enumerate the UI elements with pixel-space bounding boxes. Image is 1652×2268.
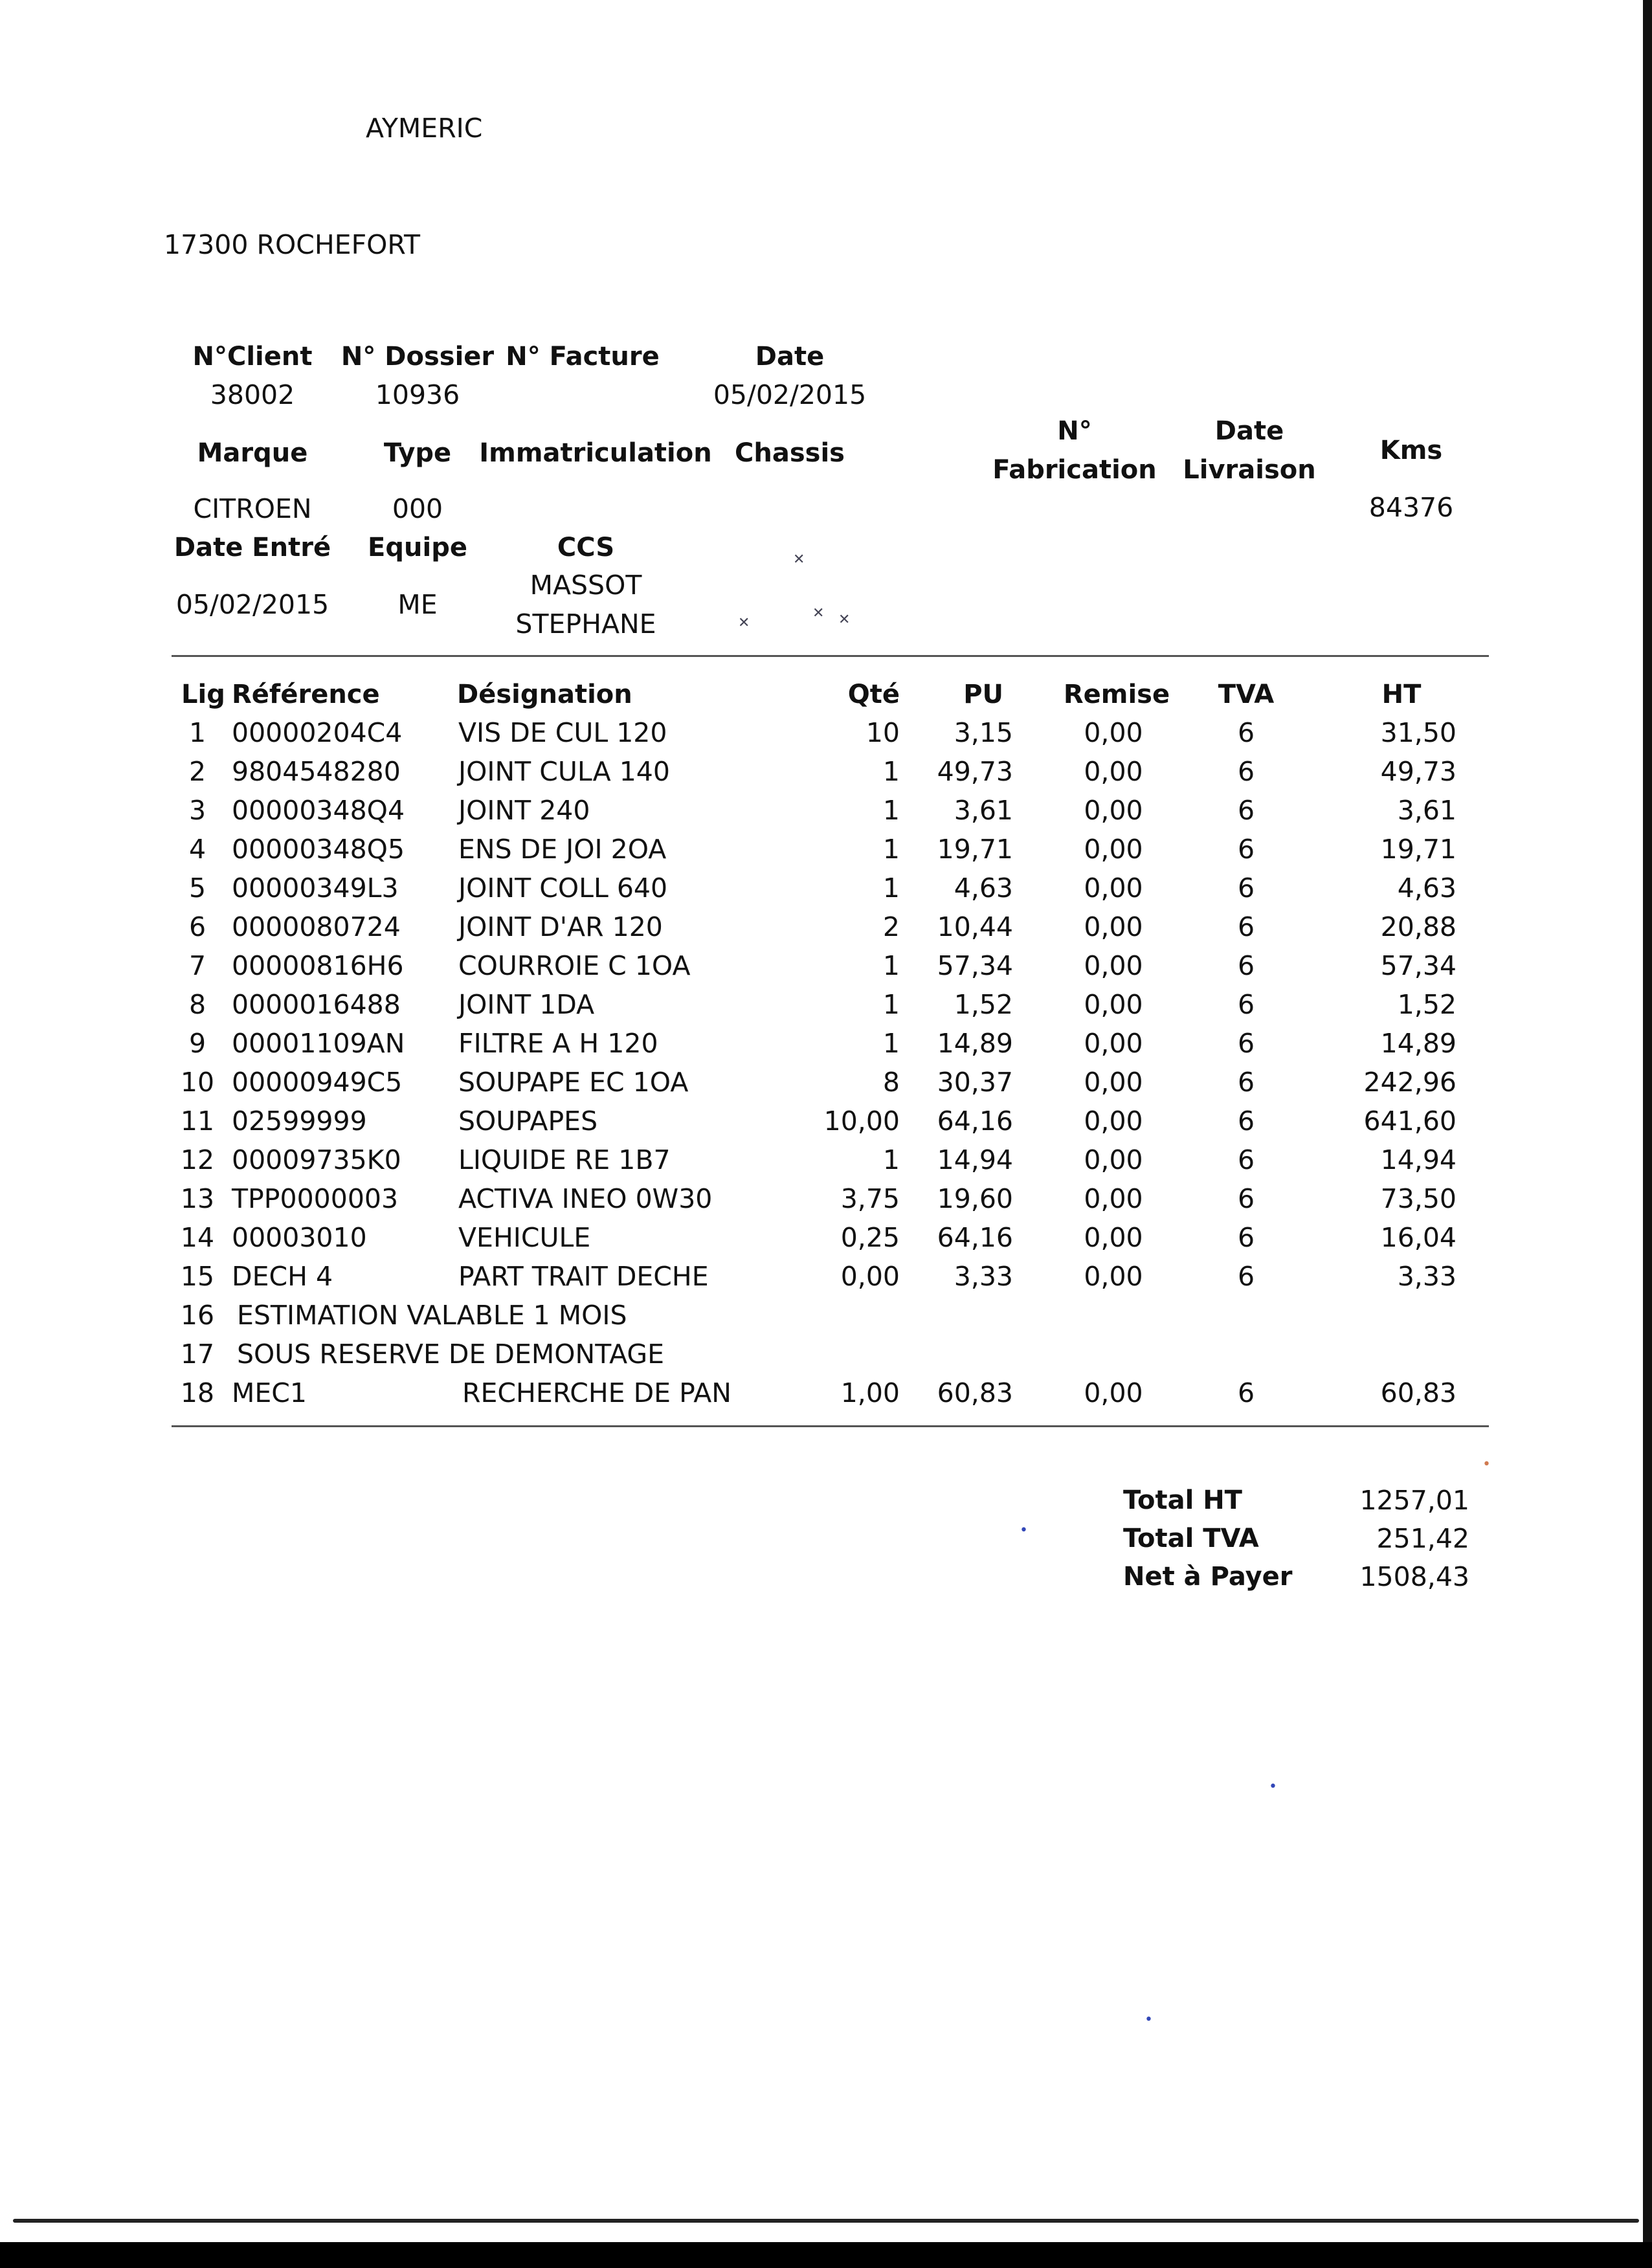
- scan-speck: ✕: [738, 615, 750, 631]
- col-header-vat: TVA: [1218, 680, 1275, 709]
- scan-speck: •: [1269, 1779, 1277, 1795]
- unit-price: 30,37: [937, 1067, 1013, 1098]
- amount-ht: 3,61: [1397, 795, 1457, 826]
- discount: 0,00: [1084, 834, 1143, 865]
- dossier-number-label: N° Dossier: [340, 342, 495, 372]
- reference: 00000949C5: [232, 1067, 403, 1098]
- team-value: ME: [397, 589, 438, 620]
- quantity: 1: [882, 1144, 900, 1175]
- discount: 0,00: [1084, 1222, 1143, 1253]
- amount-ht: 73,50: [1380, 1183, 1457, 1214]
- vat-rate: 6: [1237, 1222, 1255, 1253]
- line-number: 3: [188, 795, 206, 826]
- ccs-label: CCS: [557, 533, 615, 562]
- page-edge-right: [1643, 0, 1652, 2268]
- amount-ht: 49,73: [1380, 756, 1457, 787]
- discount: 0,00: [1084, 950, 1143, 981]
- amount-ht: 57,34: [1380, 950, 1457, 981]
- scan-speck: ✕: [812, 605, 825, 621]
- vat-rate: 6: [1237, 717, 1255, 748]
- quantity: 1: [882, 834, 900, 865]
- ccs-value-line2: STEPHANE: [515, 608, 656, 639]
- discount: 0,00: [1084, 1377, 1143, 1408]
- line-number: 7: [188, 950, 206, 981]
- reference: 9804548280: [232, 756, 401, 787]
- designation: JOINT 240: [458, 795, 590, 826]
- unit-price: 3,15: [954, 717, 1013, 748]
- line-number: 8: [188, 989, 206, 1020]
- line-number: 10: [180, 1067, 215, 1098]
- reference: 00000204C4: [232, 717, 403, 748]
- col-header-reference: Référence: [232, 680, 380, 709]
- unit-price: 4,63: [954, 873, 1013, 904]
- vat-rate: 6: [1237, 1067, 1255, 1098]
- line-number: 11: [180, 1106, 215, 1137]
- unit-price: 19,71: [937, 834, 1013, 865]
- amount-ht: 3,33: [1397, 1261, 1457, 1292]
- entry-date-value: 05/02/2015: [175, 589, 329, 620]
- line-number: 17: [180, 1339, 215, 1370]
- discount: 0,00: [1084, 1028, 1143, 1059]
- discount: 0,00: [1084, 873, 1143, 904]
- quantity: 1: [882, 756, 900, 787]
- line-number: 12: [180, 1144, 215, 1175]
- reference: MEC1: [232, 1377, 307, 1408]
- unit-price: 14,89: [937, 1028, 1013, 1059]
- quantity: 1: [882, 873, 900, 904]
- quantity: 1: [882, 989, 900, 1020]
- kms-value: 84376: [1368, 492, 1454, 523]
- line-number: 4: [188, 834, 206, 865]
- col-header-amount: HT: [1381, 680, 1422, 709]
- quantity: 1: [882, 950, 900, 981]
- ccs-value-line1: MASSOT: [530, 570, 642, 601]
- total-tva-label: Total TVA: [1123, 1524, 1259, 1553]
- delivery-date-label-line1: Date: [1214, 416, 1284, 446]
- vat-rate: 6: [1237, 1144, 1255, 1175]
- amount-ht: 14,89: [1380, 1028, 1457, 1059]
- designation: FILTRE A H 120: [458, 1028, 658, 1059]
- vat-rate: 6: [1237, 1377, 1255, 1408]
- date-value: 05/02/2015: [713, 379, 867, 410]
- vat-rate: 6: [1237, 756, 1255, 787]
- unit-price: 3,61: [954, 795, 1013, 826]
- vat-rate: 6: [1237, 1028, 1255, 1059]
- total-tva-value: 251,42: [1376, 1523, 1469, 1554]
- delivery-date-label-line2: Livraison: [1183, 455, 1316, 485]
- net-to-pay-value: 1508,43: [1359, 1561, 1469, 1592]
- discount: 0,00: [1084, 989, 1143, 1020]
- designation: ENS DE JOI 2OA: [458, 834, 667, 865]
- discount: 0,00: [1084, 1067, 1143, 1098]
- fabrication-label-line1: N°: [1057, 416, 1092, 446]
- designation: VEHICULE: [458, 1222, 591, 1253]
- scan-speck: ✕: [838, 612, 851, 628]
- total-ht-value: 1257,01: [1359, 1485, 1469, 1516]
- discount: 0,00: [1084, 911, 1143, 942]
- invoice-number-label: N° Facture: [506, 342, 660, 372]
- unit-price: 1,52: [954, 989, 1013, 1020]
- designation: JOINT D'AR 120: [458, 911, 663, 942]
- type-label: Type: [383, 438, 452, 468]
- vat-rate: 6: [1237, 1261, 1255, 1292]
- unit-price: 64,16: [937, 1222, 1013, 1253]
- reference: 02599999: [232, 1106, 367, 1137]
- designation: JOINT 1DA: [458, 989, 595, 1020]
- line-number: 15: [180, 1261, 215, 1292]
- amount-ht: 16,04: [1380, 1222, 1457, 1253]
- amount-ht: 641,60: [1363, 1106, 1457, 1137]
- quantity: 10,00: [823, 1106, 900, 1137]
- dossier-number-value: 10936: [375, 379, 460, 410]
- quantity: 8: [882, 1067, 900, 1098]
- line-number: 16: [180, 1300, 215, 1331]
- reference: 00003010: [232, 1222, 367, 1253]
- quantity: 0,00: [840, 1261, 900, 1292]
- quantity: 3,75: [840, 1183, 900, 1214]
- discount: 0,00: [1084, 1261, 1143, 1292]
- unit-price: 14,94: [937, 1144, 1013, 1175]
- page-edge-bottom: [0, 2242, 1652, 2268]
- client-number-label: N°Client: [192, 342, 313, 372]
- reference: 00000349L3: [232, 873, 399, 904]
- reference: 0000016488: [232, 989, 401, 1020]
- discount: 0,00: [1084, 1144, 1143, 1175]
- line-number: 13: [180, 1183, 215, 1214]
- vat-rate: 6: [1237, 911, 1255, 942]
- quantity: 1,00: [840, 1377, 900, 1408]
- line-number: 2: [188, 756, 206, 787]
- discount: 0,00: [1084, 1183, 1143, 1214]
- line-number: 9: [188, 1028, 206, 1059]
- amount-ht: 1,52: [1397, 989, 1457, 1020]
- unit-price: 19,60: [937, 1183, 1013, 1214]
- designation: JOINT COLL 640: [458, 873, 668, 904]
- scan-speck: •: [1144, 2012, 1153, 2028]
- scan-speck: •: [1482, 1456, 1491, 1473]
- total-ht-label: Total HT: [1123, 1485, 1242, 1515]
- amount-ht: 19,71: [1380, 834, 1457, 865]
- designation: RECHERCHE DE PAN: [462, 1377, 731, 1408]
- designation: SOUPAPE EC 1OA: [458, 1067, 689, 1098]
- line-number: 1: [188, 717, 206, 748]
- designation: JOINT CULA 140: [458, 756, 670, 787]
- note-text: ESTIMATION VALABLE 1 MOIS: [237, 1300, 627, 1331]
- col-header-line: Lig: [181, 680, 225, 709]
- col-header-quantity: Qté: [847, 680, 900, 709]
- reference: TPP0000003: [232, 1183, 399, 1214]
- unit-price: 60,83: [937, 1377, 1013, 1408]
- line-number: 6: [188, 911, 206, 942]
- amount-ht: 31,50: [1380, 717, 1457, 748]
- net-to-pay-label: Net à Payer: [1123, 1562, 1293, 1592]
- client-number-value: 38002: [210, 379, 295, 410]
- registration-label: Immatriculation: [479, 438, 712, 468]
- reference: 00009735K0: [232, 1144, 401, 1175]
- table-top-rule: [172, 655, 1489, 657]
- discount: 0,00: [1084, 756, 1143, 787]
- scan-speck: •: [1020, 1522, 1028, 1539]
- reference: DECH 4: [232, 1261, 333, 1292]
- designation: SOUPAPES: [458, 1106, 598, 1137]
- amount-ht: 20,88: [1380, 911, 1457, 942]
- unit-price: 64,16: [937, 1106, 1013, 1137]
- fabrication-label-line2: Fabrication: [992, 455, 1157, 485]
- vat-rate: 6: [1237, 795, 1255, 826]
- quantity: 1: [882, 1028, 900, 1059]
- col-header-unit-price: PU: [963, 680, 1003, 709]
- brand-value: CITROEN: [193, 493, 312, 524]
- col-header-discount: Remise: [1063, 680, 1170, 709]
- line-number: 14: [180, 1222, 215, 1253]
- client-city: 17300 ROCHEFORT: [164, 229, 420, 260]
- designation: COURROIE C 1OA: [458, 950, 691, 981]
- amount-ht: 60,83: [1380, 1377, 1457, 1408]
- scan-speck: ✕: [793, 551, 805, 568]
- chassis-label: Chassis: [735, 438, 845, 468]
- reference: 00000348Q5: [232, 834, 405, 865]
- discount: 0,00: [1084, 1106, 1143, 1137]
- line-number: 5: [188, 873, 206, 904]
- discount: 0,00: [1084, 795, 1143, 826]
- unit-price: 3,33: [954, 1261, 1013, 1292]
- unit-price: 49,73: [937, 756, 1013, 787]
- reference: 00000348Q4: [232, 795, 405, 826]
- vat-rate: 6: [1237, 1106, 1255, 1137]
- reference: 0000080724: [232, 911, 401, 942]
- amount-ht: 242,96: [1363, 1067, 1457, 1098]
- designation: VIS DE CUL 120: [458, 717, 667, 748]
- page-edge-line: [13, 2219, 1639, 2223]
- line-number: 18: [180, 1377, 215, 1408]
- table-bottom-rule: [172, 1425, 1489, 1427]
- unit-price: 57,34: [937, 950, 1013, 981]
- note-text: SOUS RESERVE DE DEMONTAGE: [237, 1339, 665, 1370]
- team-label: Equipe: [368, 533, 467, 562]
- vat-rate: 6: [1237, 1183, 1255, 1214]
- unit-price: 10,44: [937, 911, 1013, 942]
- brand-label: Marque: [197, 438, 308, 468]
- designation: PART TRAIT DECHE: [458, 1261, 709, 1292]
- reference: 00001109AN: [232, 1028, 405, 1059]
- col-header-designation: Désignation: [457, 680, 632, 709]
- quantity: 2: [882, 911, 900, 942]
- quantity: 1: [882, 795, 900, 826]
- reference: 00000816H6: [232, 950, 404, 981]
- quantity: 0,25: [840, 1222, 900, 1253]
- designation: ACTIVA INEO 0W30: [458, 1183, 713, 1214]
- client-name: AYMERIC: [366, 113, 483, 144]
- entry-date-label: Date Entré: [173, 533, 331, 562]
- vat-rate: 6: [1237, 873, 1255, 904]
- quantity: 10: [865, 717, 900, 748]
- amount-ht: 4,63: [1397, 873, 1457, 904]
- amount-ht: 14,94: [1380, 1144, 1457, 1175]
- vat-rate: 6: [1237, 834, 1255, 865]
- type-value: 000: [392, 493, 443, 524]
- date-label: Date: [755, 342, 825, 372]
- vat-rate: 6: [1237, 950, 1255, 981]
- designation: LIQUIDE RE 1B7: [458, 1144, 671, 1175]
- vat-rate: 6: [1237, 989, 1255, 1020]
- discount: 0,00: [1084, 717, 1143, 748]
- kms-label: Kms: [1379, 436, 1443, 465]
